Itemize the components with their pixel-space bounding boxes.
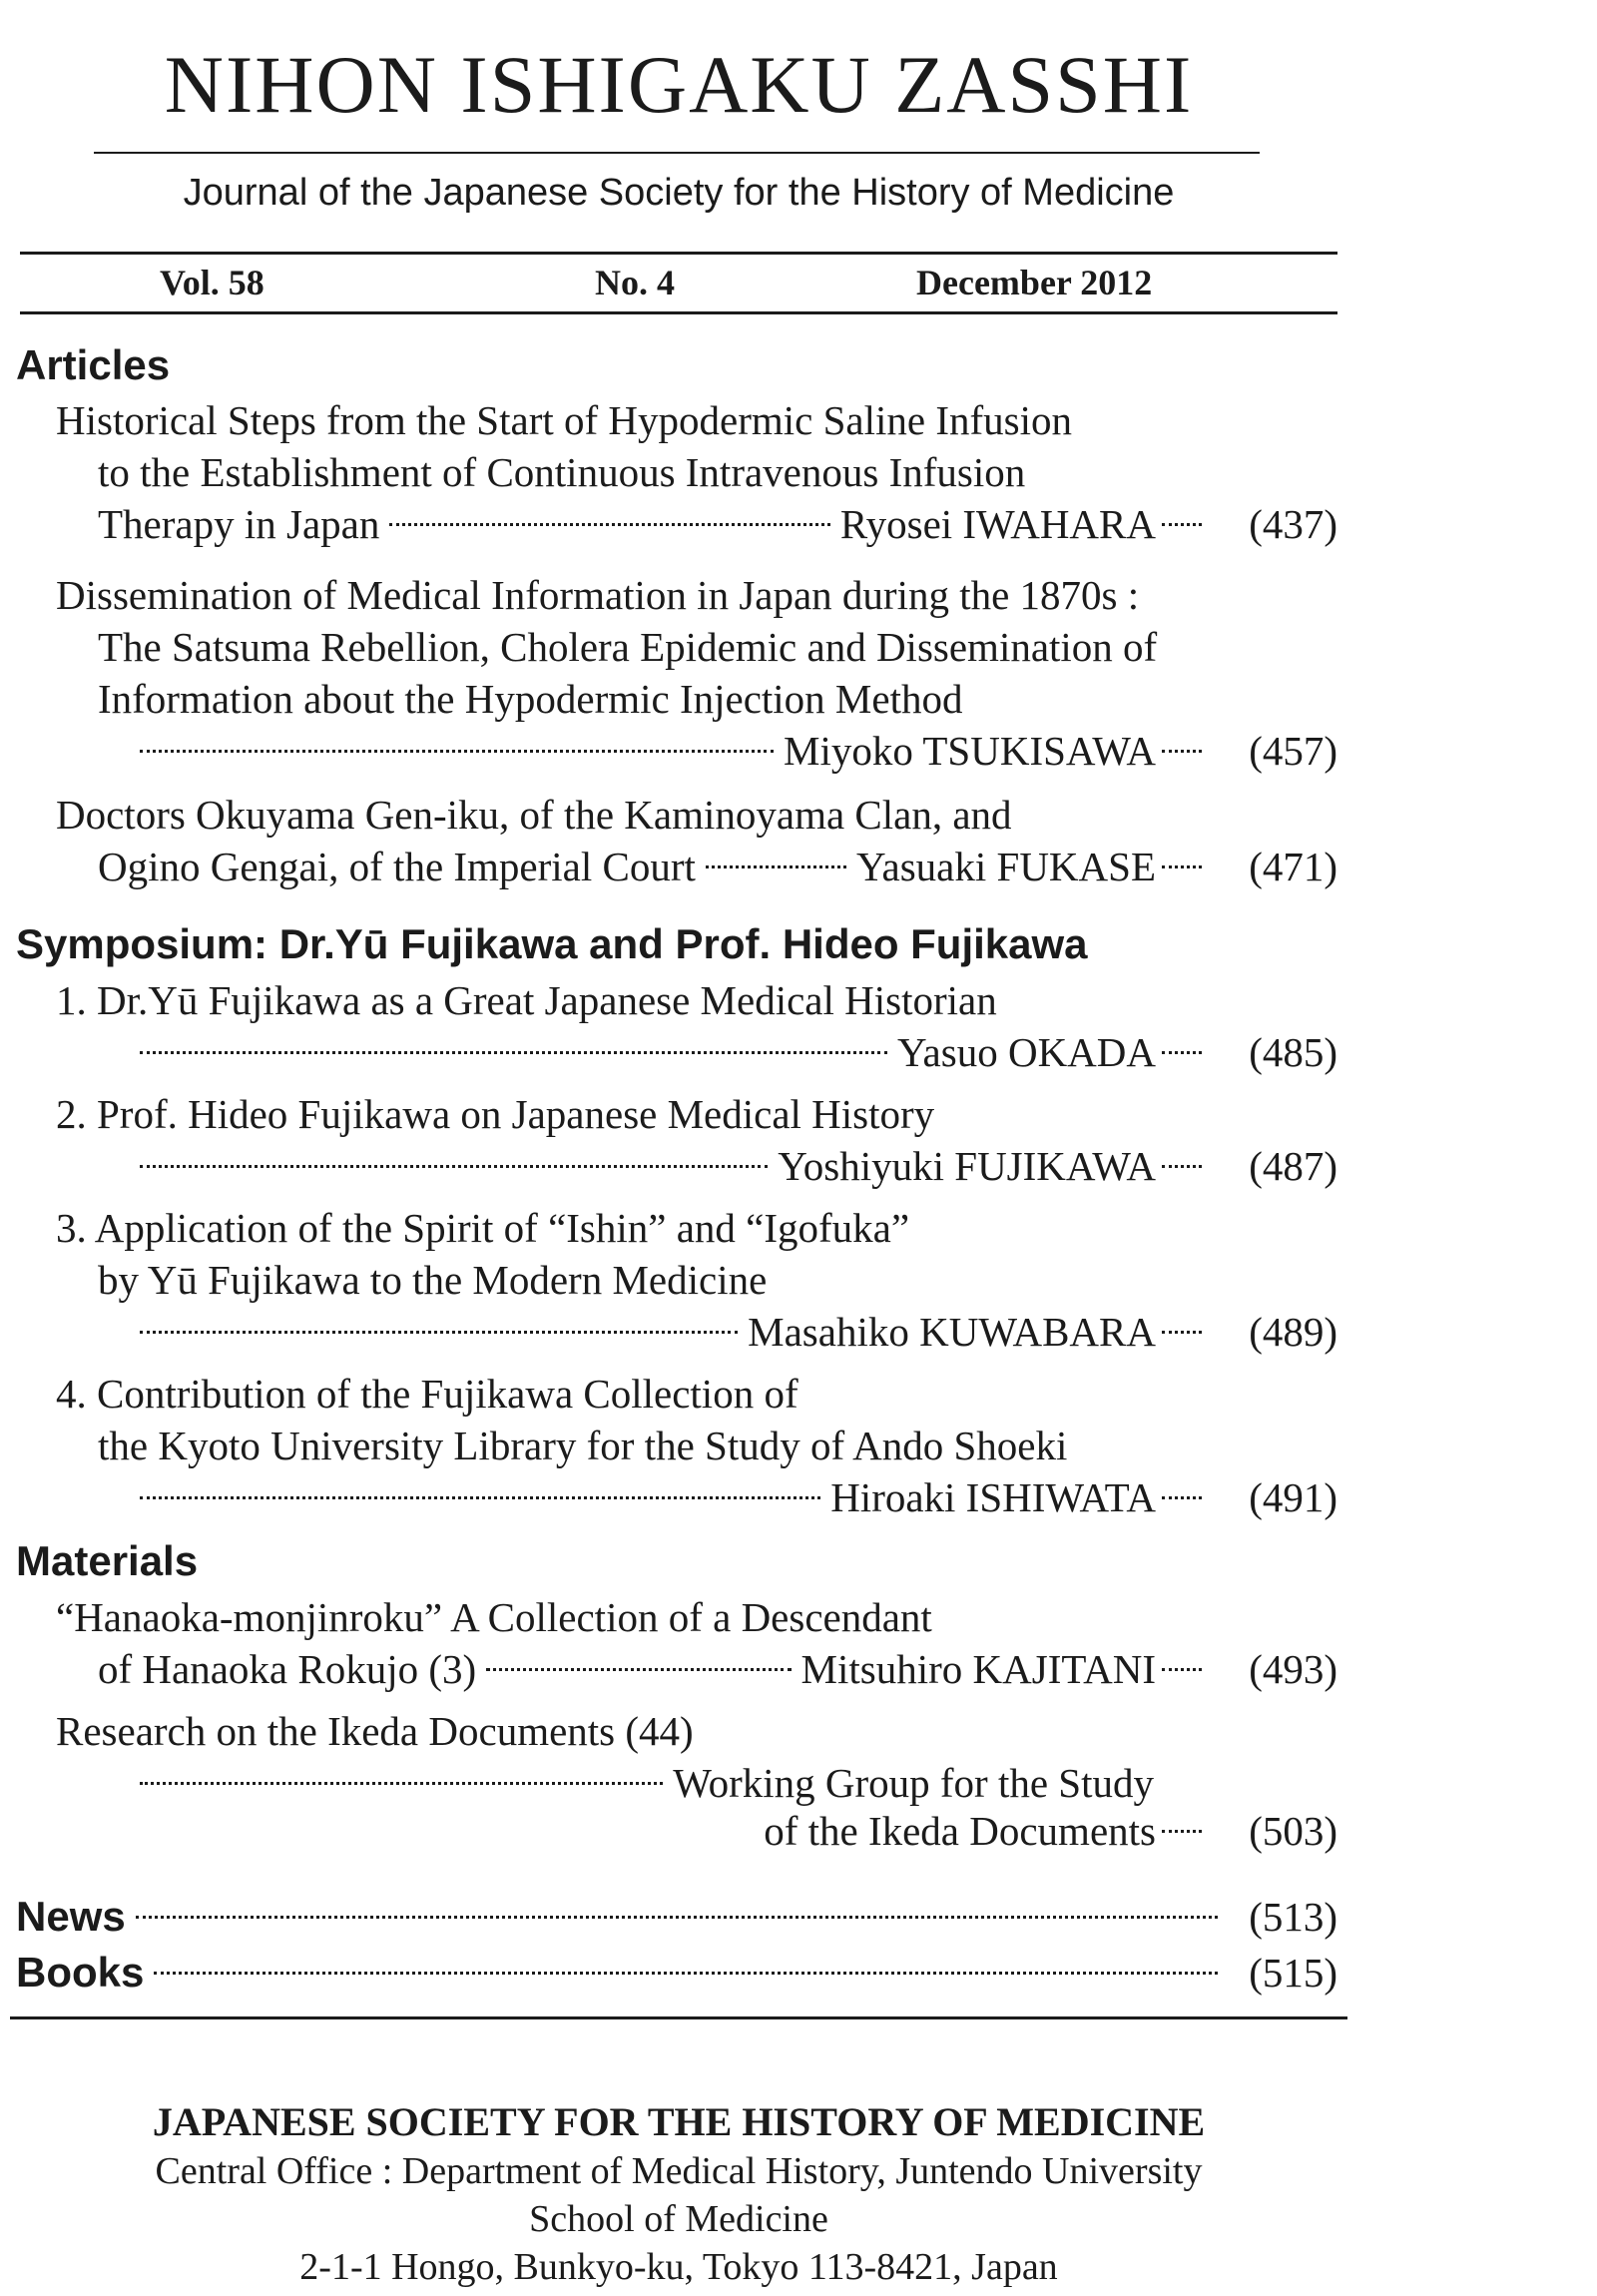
journal-title: NIHON ISHIGAKU ZASSHI (164, 39, 1194, 130)
symposium-author: Yasuo OKADA (897, 1029, 1156, 1075)
title-rule (94, 152, 1260, 154)
article-title-dotline (98, 498, 1208, 550)
article-title-line: Ogino Gengai, of the Imperial Court (98, 844, 696, 889)
symposium-title-line: 3. Application of the Spirit of “Ishin” and “Igofuka” (56, 1205, 910, 1251)
issue-top-rule (20, 252, 1337, 255)
material-author-line: Working Group for the Study (673, 1760, 1154, 1806)
page-number: (513) (1249, 1894, 1337, 1940)
article-title-line: The Satsuma Rebellion, Cholera Epidemic and Dissemination of (98, 624, 1158, 670)
material-author-line: of the Ikeda Documents (764, 1808, 1156, 1854)
symposium-author: Yoshiyuki FUJIKAWA (778, 1143, 1156, 1189)
symposium-author-dotline (140, 1471, 1208, 1523)
leader-dots (1162, 1830, 1202, 1833)
article-author-dotline (140, 725, 1208, 777)
page-number: (503) (1249, 1808, 1337, 1854)
leader-dots (1162, 1668, 1202, 1671)
issue-date: December 2012 (916, 263, 1153, 302)
symposium-title-line: 1. Dr.Yū Fujikawa as a Great Japanese Medical Historian (56, 977, 997, 1023)
material-title-line: “Hanaoka-monjinroku” A Collection of a Descendant (56, 1594, 932, 1640)
leader-dots (136, 1916, 1218, 1919)
article-title-line: Historical Steps from the Start of Hypodermic Saline Infusion (56, 397, 1072, 443)
news-dotline (16, 1891, 1218, 1943)
leader-dots (706, 865, 846, 868)
section-articles: Articles (16, 341, 171, 388)
page-number: (489) (1249, 1309, 1337, 1355)
office-school: School of Medicine (529, 2198, 828, 2240)
leader-dots (486, 1668, 791, 1671)
material-author: Mitsuhiro KAJITANI (800, 1646, 1156, 1692)
leader-dots (1162, 523, 1202, 526)
leader-dots (154, 1972, 1218, 1975)
symposium-author: Masahiko KUWABARA (748, 1309, 1156, 1355)
volume: Vol. 58 (160, 263, 265, 302)
page-number: (515) (1249, 1950, 1337, 1996)
leader-dots (1162, 750, 1202, 753)
leader-dots (140, 1051, 887, 1054)
leader-dots (140, 1782, 663, 1785)
leader-dots (140, 1165, 768, 1168)
section-symposium: Symposium: Dr.Yū Fujikawa and Prof. Hideo Fujikawa (16, 920, 1088, 967)
leader-dots (389, 523, 830, 526)
material-author-dotline (140, 1757, 1154, 1809)
office-address: Central Office : Department of Medical History, Juntendo University (155, 2150, 1203, 2192)
article-title-line: Information about the Hypodermic Injection Method (98, 676, 963, 722)
society-name: JAPANESE SOCIETY FOR THE HISTORY OF MEDICINE (152, 2099, 1206, 2144)
page-number: (485) (1249, 1029, 1337, 1075)
article-author: Miyoko TSUKISAWA (784, 728, 1156, 774)
leader-dots (140, 1496, 820, 1499)
symposium-author-dotline (140, 1306, 1208, 1358)
page-number: (493) (1249, 1646, 1337, 1692)
article-title-line: Doctors Okuyama Gen-iku, of the Kaminoyama Clan, and (56, 792, 1012, 838)
section-materials: Materials (16, 1537, 199, 1584)
symposium-title-line: by Yū Fujikawa to the Modern Medicine (98, 1257, 768, 1303)
article-title-line: to the Establishment of Continuous Intravenous Infusion (98, 449, 1026, 495)
material-title-dotline (98, 1643, 1208, 1695)
issue-bottom-rule (20, 311, 1337, 314)
journal-subtitle: Journal of the Japanese Society for the History of Medicine (183, 172, 1175, 214)
leader-dots (140, 1331, 738, 1334)
leader-dots (1162, 1331, 1202, 1334)
material-title-line: of Hanaoka Rokujo (3) (98, 1646, 477, 1692)
article-author: Ryosei IWAHARA (839, 501, 1156, 547)
leader-dots (140, 750, 774, 753)
symposium-author-dotline (140, 1026, 1208, 1078)
article-title-line: Therapy in Japan (98, 501, 380, 547)
page-number: (471) (1249, 844, 1337, 889)
leader-dots (1162, 1165, 1202, 1168)
page-number: (487) (1249, 1143, 1337, 1189)
symposium-title-line: 4. Contribution of the Fujikawa Collection of (56, 1371, 798, 1417)
postal-address: 2-1-1 Hongo, Bunkyo-ku, Tokyo 113-8421, Japan (299, 2246, 1058, 2288)
material-author-dotline (599, 1805, 1208, 1857)
section-books: Books (16, 1949, 145, 1996)
leader-dots (1162, 865, 1202, 868)
article-title-line: Dissemination of Medical Information in Japan during the 1870s : (56, 572, 1140, 618)
footer-rule (10, 2016, 1347, 2019)
section-news: News (16, 1893, 126, 1940)
symposium-title-line: the Kyoto University Library for the Study of Ando Shoeki (98, 1423, 1068, 1468)
leader-dots (1162, 1051, 1202, 1054)
page-number: (457) (1249, 728, 1337, 774)
books-dotline (16, 1947, 1218, 1999)
symposium-author-dotline (140, 1140, 1208, 1192)
leader-dots (1162, 1496, 1202, 1499)
issue-number: No. 4 (595, 263, 675, 302)
article-title-dotline (98, 841, 1208, 892)
page-number: (437) (1249, 501, 1337, 547)
material-title-line: Research on the Ikeda Documents (44) (56, 1708, 694, 1754)
page-number: (491) (1249, 1474, 1337, 1520)
symposium-title-line: 2. Prof. Hideo Fujikawa on Japanese Medical History (56, 1091, 935, 1137)
symposium-author: Hiroaki ISHIWATA (830, 1474, 1156, 1520)
article-author: Yasuaki FUKASE (856, 844, 1156, 889)
